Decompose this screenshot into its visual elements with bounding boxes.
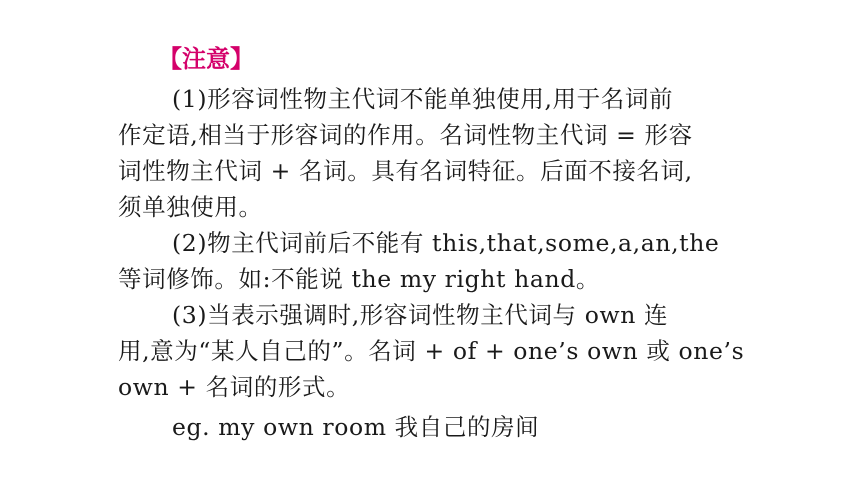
rule-1-line-3: 词性物主代词 + 名词。具有名词特征。后面不接名词,: [118, 157, 693, 185]
rule-1-line-4: 须单独使用。: [118, 193, 263, 221]
rule-3-line-3: own + 名词的形式。: [118, 373, 351, 401]
heading-open-bracket: 【: [158, 44, 182, 73]
rule-1-line-2: 作定语,相当于形容词的作用。名词性物主代词 = 形容: [118, 121, 693, 149]
rule-3-line-2: 用,意为“某人自己的”。名词 + of + one’s own 或 one’s: [118, 337, 745, 365]
note-heading: [158, 42, 254, 76]
heading-close-bracket: 】: [230, 44, 254, 73]
example-line: eg. my own room 我自己的房间: [172, 413, 540, 441]
heading-text: 注意: [182, 44, 230, 73]
rule-3-line-1: (3)当表示强调时,形容词性物主代词与 own 连: [172, 301, 669, 329]
rule-2-line-1: (2)物主代词前后不能有 this,that,some,a,an,the: [172, 229, 720, 257]
rule-1-line-1: (1)形容词性物主代词不能单独使用,用于名词前: [172, 85, 674, 113]
rule-2-line-2: 等词修饰。如:不能说 the my right hand。: [118, 265, 600, 293]
